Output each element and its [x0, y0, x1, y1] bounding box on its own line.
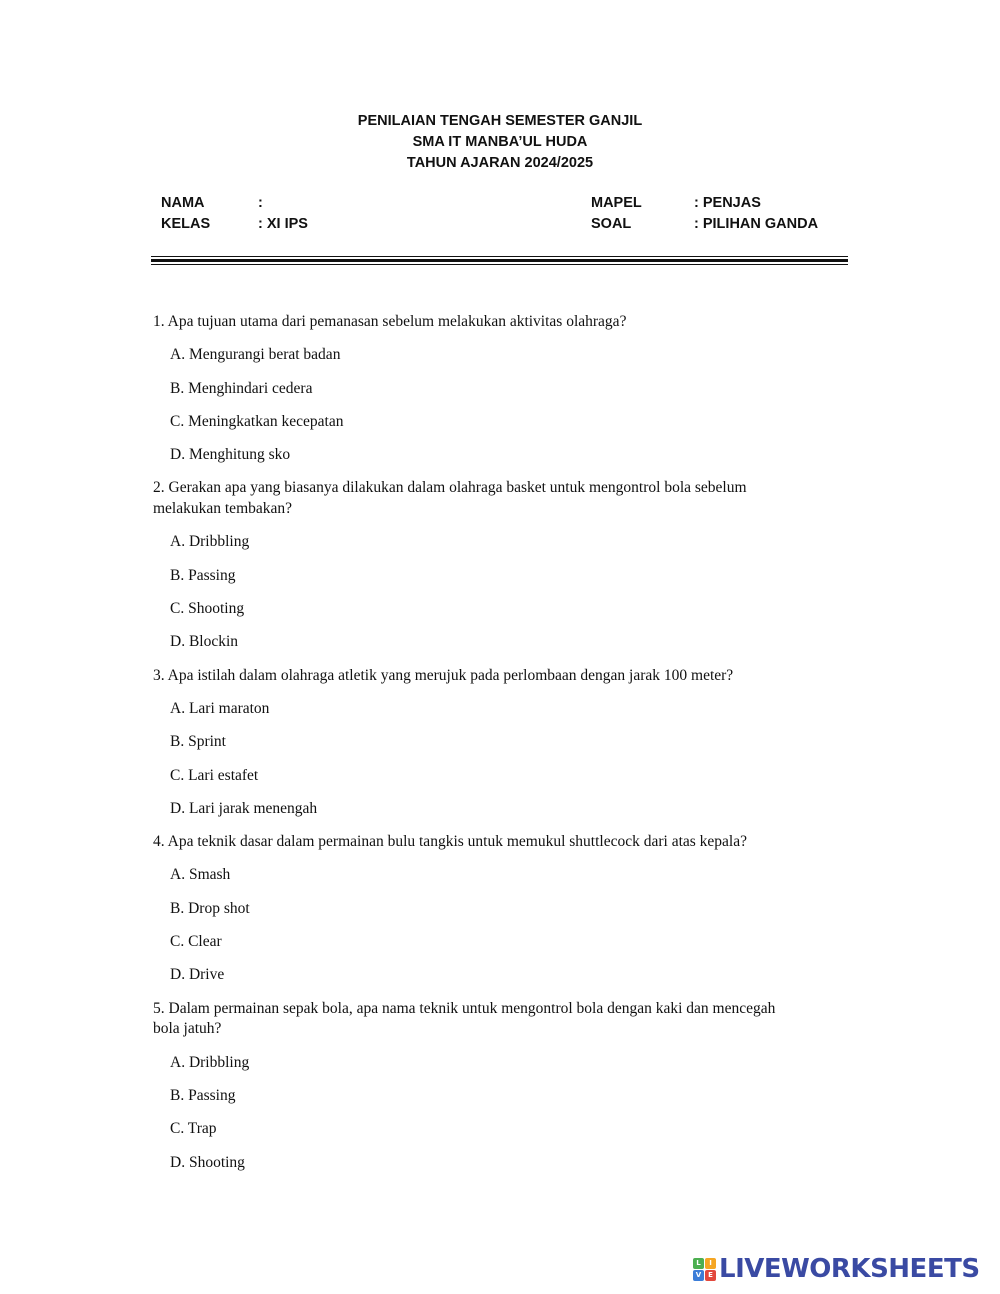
answer-option: A. Smash: [170, 866, 231, 884]
question-stem-line: 5. Dalam permainan sepak bola, apa nama teknik untuk mengontrol bola dengan kaki dan mencegah: [153, 999, 776, 1017]
answer-option: C. Shooting: [170, 600, 245, 618]
document-header: [0, 111, 1000, 174]
school-name: SMA IT MANBA’UL HUDA: [412, 134, 588, 150]
logo-mark-letter: L: [693, 1258, 704, 1269]
answer-option: C. Clear: [170, 933, 222, 951]
answer-option: D. Shooting: [170, 1153, 245, 1171]
answer-option: D. Lari jarak menengah: [170, 799, 318, 817]
answer-option: D. Blockin: [170, 633, 239, 651]
logo-mark-letter: V: [693, 1270, 704, 1281]
answer-option: A. Dribbling: [170, 533, 250, 551]
answer-option: C. Lari estafet: [170, 766, 259, 784]
answer-option: C. Trap: [170, 1120, 217, 1138]
answer-option: A. Dribbling: [170, 1053, 250, 1071]
question-stem-line: 1. Apa tujuan utama dari pemanasan sebelum melakukan aktivitas olahraga?: [153, 313, 627, 330]
kelas-label: KELAS: [161, 216, 211, 232]
logo-mark-letter: I: [705, 1258, 716, 1269]
nama-value: :: [258, 195, 263, 211]
question-stem-line: 3. Apa istilah dalam olahraga atletik yang merujuk pada perlombaan dengan jarak 100 meter?: [153, 666, 734, 684]
question-4: [153, 832, 853, 998]
question-stem: [153, 832, 853, 865]
exam-title: PENILAIAN TENGAH SEMESTER GANJIL: [357, 113, 643, 129]
liveworksheets-logo-text: LIVEWORKSHEETS: [719, 1254, 980, 1284]
answer-option: A. Lari maraton: [170, 699, 270, 717]
answer-option: C. Meningkatkan kecepatan: [170, 412, 344, 430]
answer-option: D. Menghitung sko: [170, 446, 291, 464]
mapel-label: MAPEL: [591, 195, 642, 211]
divider-rule-middle: [151, 259, 848, 262]
question-stem-line: melakukan tembakan?: [153, 499, 293, 517]
question-stem: [153, 999, 853, 1053]
mapel-value: : PENJAS: [694, 195, 761, 211]
question-list: [153, 312, 853, 1186]
answer-option: B. Drop shot: [170, 899, 250, 917]
divider-rule-bottom: [151, 264, 848, 265]
answer-option: B. Passing: [170, 566, 236, 584]
question-stem-line: bola jatuh?: [153, 1020, 222, 1038]
question-3: [153, 666, 853, 832]
nama-label: NAMA: [161, 195, 205, 211]
divider-rule-top: [151, 256, 848, 257]
academic-year: TAHUN AJARAN 2024/2025: [406, 155, 594, 171]
question-stem-line: 2. Gerakan apa yang biasanya dilakukan dalam olahraga basket untuk mengontrol bola sebelum: [153, 479, 747, 497]
liveworksheets-logo-icon: [693, 1258, 716, 1281]
question-stem-line: 4. Apa teknik dasar dalam permainan bulu tangkis untuk memukul shuttlecock dari atas kepala?: [153, 833, 747, 851]
question-stem: [153, 312, 853, 345]
soal-label: SOAL: [591, 216, 632, 232]
answer-option: B. Sprint: [170, 733, 226, 751]
question-stem: [153, 478, 853, 532]
answer-option: A. Mengurangi berat badan: [170, 346, 341, 364]
soal-value: : PILIHAN GANDA: [694, 216, 819, 232]
answer-option: B. Passing: [170, 1086, 236, 1104]
answer-option: D. Drive: [170, 966, 225, 984]
liveworksheets-logo: [693, 1256, 980, 1282]
kelas-value: : XI IPS: [258, 216, 308, 232]
question-1: [153, 312, 853, 478]
question-stem: [153, 666, 853, 699]
question-2: [153, 478, 853, 665]
answer-option: B. Menghindari cedera: [170, 379, 313, 397]
question-5: [153, 999, 853, 1186]
logo-mark-letter: E: [705, 1270, 716, 1281]
